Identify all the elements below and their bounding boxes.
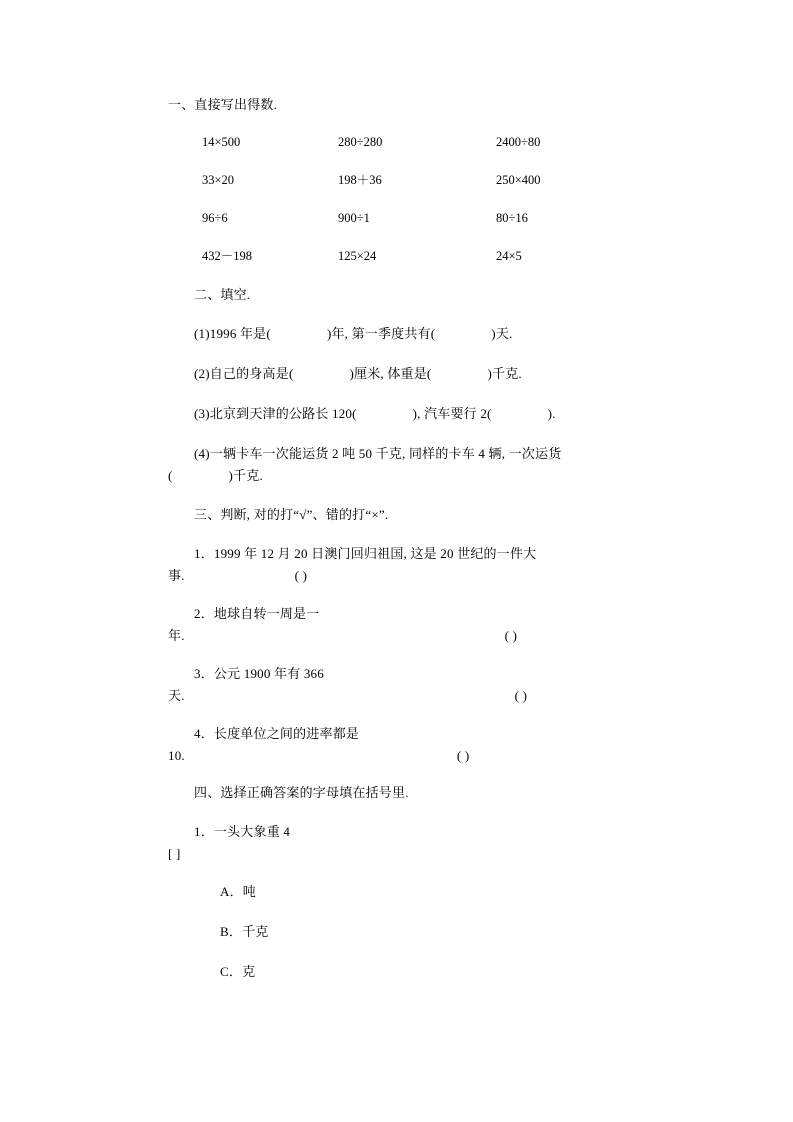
calc-item: 900÷1 — [337, 211, 370, 225]
answer-bracket[interactable]: ( ) — [514, 688, 528, 703]
calc-item: 80÷16 — [496, 211, 528, 225]
fill-blank-item-3 — [194, 403, 643, 425]
calculation-row — [168, 209, 643, 227]
truefalse-item-1 — [168, 543, 643, 587]
fill-blank-continuation — [168, 465, 643, 487]
choice-option-b[interactable]: B．千克 — [220, 924, 269, 939]
section-heading-3: 三、判断, 对的打“√”、错的打“×”. — [194, 507, 389, 522]
fill-blank-text: ), 汽车要行 2( — [412, 406, 492, 421]
choice-option-a[interactable]: A．吨 — [220, 884, 256, 899]
item-text: 公元 1900 年有 366 — [213, 666, 324, 681]
fill-blank-item-2 — [194, 363, 643, 385]
calc-item: 24×5 — [496, 249, 522, 263]
answer-bracket-row — [168, 843, 643, 865]
item-tail: 年. — [168, 628, 185, 643]
item-text: 1999 年 12 月 20 日澳门回归祖国, 这是 20 世纪的一件大 — [213, 546, 537, 561]
calc-item: 432－198 — [202, 249, 253, 263]
item-number: 1． — [194, 824, 214, 839]
item-tail: 10. — [168, 748, 185, 763]
item-tail-row — [168, 625, 643, 647]
fill-blank-text: )千克. — [487, 366, 522, 381]
calculation-row — [168, 171, 643, 189]
calc-item: 14×500 — [202, 135, 241, 149]
item-tail-row — [168, 685, 643, 707]
fill-blank-text: )厘米, 体重是( — [349, 366, 432, 381]
section-heading-1: 一、直接写出得数. — [168, 97, 278, 112]
fill-blank-text: )年, 第一季度共有( — [326, 326, 436, 341]
fill-blank-item-1 — [194, 323, 643, 345]
choice-option-c[interactable]: C．克 — [220, 964, 256, 979]
answer-bracket[interactable]: ( ) — [294, 568, 308, 583]
fill-blank-text: (1)1996 年是( — [194, 326, 271, 341]
fill-blank-text: )天. — [491, 326, 513, 341]
fill-blank-text: (4)一辆卡车一次能运货 2 吨 50 千克, 同样的卡车 4 辆, 一次运货 — [194, 446, 562, 461]
calc-item: 125×24 — [337, 249, 377, 263]
item-number: 2． — [194, 606, 214, 621]
section-heading-4: 四、选择正确答案的字母填在括号里. — [194, 785, 409, 800]
item-tail-row — [168, 745, 643, 767]
item-text: 地球自转一周是一 — [213, 606, 320, 621]
item-text: 一头大象重 4 — [213, 824, 291, 839]
truefalse-item-2 — [168, 603, 643, 647]
item-tail-row — [168, 565, 643, 587]
item-text: 长度单位之间的进率都是 — [213, 726, 360, 741]
fill-blank-item-4 — [168, 443, 643, 487]
calculation-row — [168, 133, 643, 151]
item-number: 4． — [194, 726, 214, 741]
fill-blank-text: ( — [168, 468, 173, 483]
calculation-grid — [168, 133, 643, 265]
calc-item: 33×20 — [202, 173, 235, 187]
answer-bracket[interactable]: [ ] — [168, 846, 181, 861]
answer-bracket[interactable]: ( ) — [504, 628, 518, 643]
section-heading-2: 二、填空. — [194, 287, 251, 302]
multiple-choice-question — [168, 821, 643, 865]
item-number: 3． — [194, 666, 214, 681]
fill-blank-text: ). — [547, 406, 556, 421]
truefalse-item-3 — [168, 663, 643, 707]
fill-blank-text: (3)北京到天津的公路长 120( — [194, 406, 357, 421]
fill-blank-text: )千克. — [228, 468, 263, 483]
answer-bracket[interactable]: ( ) — [456, 748, 470, 763]
calc-item: 2400÷80 — [496, 135, 541, 149]
calculation-row — [168, 247, 643, 265]
fill-blank-text: (2)自己的身高是( — [194, 366, 294, 381]
item-number: 1． — [194, 546, 214, 561]
item-tail: 天. — [168, 688, 185, 703]
calc-item: 250×400 — [496, 173, 541, 187]
item-tail: 事. — [168, 568, 185, 583]
truefalse-item-4 — [168, 723, 643, 767]
calc-item: 280÷280 — [337, 135, 383, 149]
calc-item: 198＋36 — [337, 173, 382, 187]
calc-item: 96÷6 — [202, 211, 228, 225]
